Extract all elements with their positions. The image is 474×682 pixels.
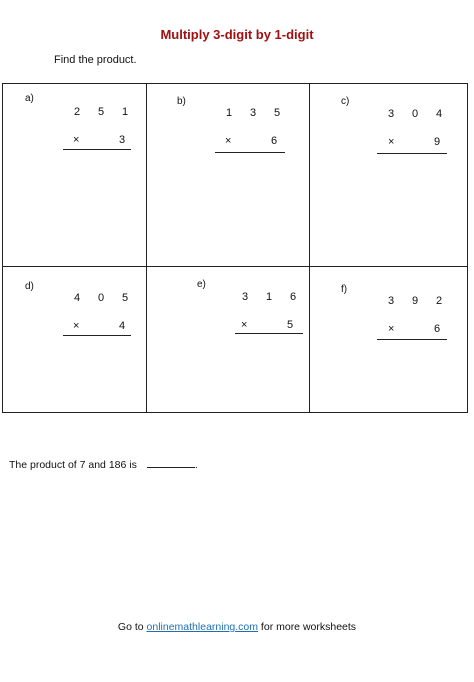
answer-line — [235, 333, 303, 334]
times-sign: × — [388, 323, 395, 335]
times-sign: × — [73, 134, 80, 146]
problem-label: e) — [197, 279, 206, 290]
answer-line — [377, 339, 447, 340]
multiplier: 4 — [119, 320, 126, 332]
multiplicand: 4 0 5 — [73, 292, 129, 304]
answer-blank[interactable] — [147, 458, 195, 468]
multiplicand: 3 1 6 — [241, 291, 297, 303]
problem-label: a) — [25, 93, 34, 104]
worksheet-title: Multiply 3-digit by 1-digit — [160, 27, 314, 42]
answer-line — [377, 153, 447, 154]
times-sign: × — [73, 320, 80, 332]
multiplicand: 3 9 2 — [387, 295, 443, 307]
multiplier: 3 — [119, 134, 126, 146]
multiplier-row — [241, 319, 301, 333]
multiplier-row — [225, 135, 285, 149]
answer-line — [215, 152, 285, 153]
footer-prefix: Go to — [117, 621, 147, 633]
site-link[interactable]: onlinemathlearning.com — [146, 621, 259, 633]
multiplicand: 1 3 5 — [225, 107, 281, 119]
answer-line — [63, 335, 131, 336]
answer-line — [63, 149, 131, 150]
multiplicand: 2 5 1 — [73, 106, 129, 118]
instruction-text: Find the product. — [54, 54, 137, 66]
times-sign: × — [388, 136, 395, 148]
multiplicand: 3 0 4 — [387, 108, 443, 120]
question-end: . — [194, 459, 198, 471]
footer-suffix: for more worksheets — [258, 621, 357, 633]
problem-grid — [2, 83, 468, 413]
multiplier-row — [388, 136, 448, 150]
grid-divider — [309, 84, 310, 412]
multiplier: 6 — [271, 135, 278, 147]
problem-label: b) — [177, 96, 186, 107]
multiplier-row — [388, 323, 448, 337]
multiplier-row — [73, 134, 133, 148]
grid-divider — [3, 266, 467, 267]
grid-divider — [146, 84, 147, 412]
times-sign: × — [225, 135, 232, 147]
times-sign: × — [241, 319, 248, 331]
problem-label: f) — [341, 284, 348, 295]
multiplier: 9 — [434, 136, 441, 148]
problem-label: c) — [341, 96, 350, 107]
multiplier: 5 — [287, 319, 294, 331]
multiplier-row — [73, 320, 133, 334]
footer — [0, 621, 474, 633]
word-question — [9, 458, 198, 471]
problem-label: d) — [25, 281, 34, 292]
multiplier: 6 — [434, 323, 441, 335]
question-text: The product of 7 and 186 is — [9, 459, 137, 471]
